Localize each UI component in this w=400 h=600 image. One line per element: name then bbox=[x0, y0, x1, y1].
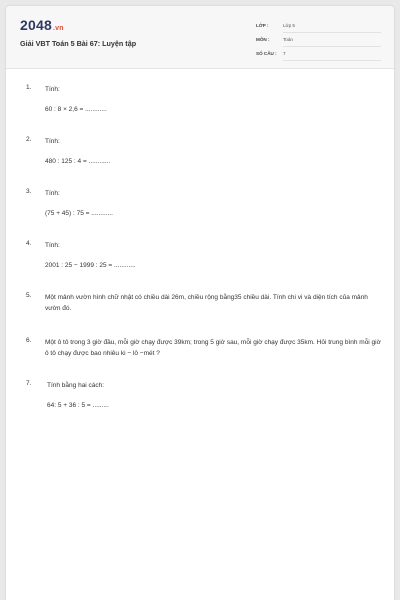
meta-class-value: Lớp 5 bbox=[283, 23, 381, 33]
worksheet-header bbox=[6, 6, 394, 69]
page-title: Giải VBT Toán 5 Bài 67: Luyện tập bbox=[20, 39, 137, 48]
question-number: 4. bbox=[26, 240, 32, 247]
meta-question-count bbox=[256, 51, 384, 61]
question-number: 1. bbox=[26, 84, 32, 91]
question-prompt: Một mảnh vườn hình chữ nhật có chiều dài 26m, chiều rộng bằng35 chiều dài. Tính chi vi và diện tích của mảnh vườn đó. bbox=[45, 294, 368, 312]
meta-question-count-label: SỐ CÂU : bbox=[256, 51, 277, 56]
question-number: 6. bbox=[26, 337, 32, 344]
question-prompt: Tính: bbox=[45, 138, 60, 145]
meta-question-count-value: 7 bbox=[283, 51, 381, 61]
worksheet-page bbox=[6, 6, 394, 600]
meta-class-label: LỚP : bbox=[256, 23, 269, 28]
meta-subject-label: MÔN : bbox=[256, 37, 270, 42]
question-expression: 2001 : 25 − 1999 : 25 = ............ bbox=[45, 262, 136, 269]
question-number: 5. bbox=[26, 292, 32, 299]
question-number: 3. bbox=[26, 188, 32, 195]
meta-class bbox=[256, 23, 384, 33]
question-number: 7. bbox=[26, 380, 32, 387]
question-prompt: Tính bằng hai cách: bbox=[47, 382, 105, 389]
logo-tld: .vn bbox=[52, 25, 64, 32]
question-prompt: Tính: bbox=[45, 242, 60, 249]
question-expression: (75 + 45) : 75 = ............ bbox=[45, 210, 113, 217]
question-prompt: Tính: bbox=[45, 86, 60, 93]
meta-subject-value: Toán bbox=[283, 37, 381, 47]
question-prompt: Tính: bbox=[45, 190, 60, 197]
meta-subject bbox=[256, 37, 384, 47]
question-expression: 480 : 125 : 4 = ............ bbox=[45, 158, 111, 165]
question-prompt: Một ô tô trong 3 giờ đầu, mỗi giờ chạy được 39km; trong 5 giờ sau, mỗi giờ chạy được 35km. Hỏi trung bình mỗi giờ ô tô chạy được bao nhiêu ki − lô −mét ? bbox=[45, 339, 381, 357]
logo-text: 2048 bbox=[20, 17, 52, 33]
site-logo[interactable] bbox=[20, 17, 64, 33]
question-expression: 60 : 8 × 2,6 = ............ bbox=[45, 106, 107, 113]
question-expression: 64: 5 + 36 : 5 = ......... bbox=[47, 402, 109, 409]
question-number: 2. bbox=[26, 136, 32, 143]
